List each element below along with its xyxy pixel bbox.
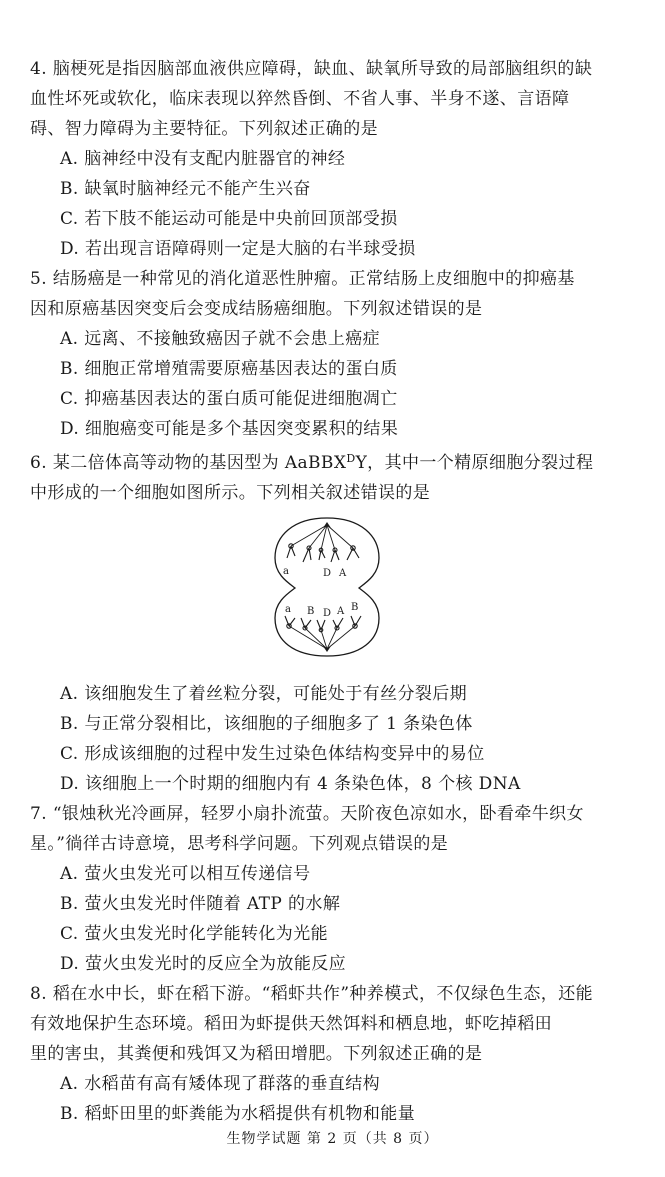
gene-label-bot-B: B <box>307 606 315 617</box>
question-stem-line: 7. “银烛秋光冷画屏，轻罗小扇扑流萤。天阶夜色凉如水，卧看牵牛织女 <box>30 804 584 824</box>
question-stem-line: 里的害虫，其粪便和残饵又为稻田增肥。下列叙述正确的是 <box>30 1044 483 1064</box>
option-b: B. 与正常分裂相比，该细胞的子细胞多了 1 条染色体 <box>60 714 473 734</box>
option-d: D. 细胞癌变可能是多个基因突变累积的结果 <box>60 419 399 439</box>
option-c: C. 萤火虫发光时化学能转化为光能 <box>60 924 329 944</box>
question-6 <box>30 444 630 799</box>
question-8 <box>30 979 630 1129</box>
cell-division-figure <box>30 514 630 679</box>
option-a: A. 萤火虫发光可以相互传递信号 <box>60 864 311 884</box>
gene-label-top-d: D <box>323 568 332 579</box>
question-stem-line: 星。”徜徉古诗意境，思考科学问题。下列观点错误的是 <box>30 834 449 854</box>
gene-label-bot-a: a <box>285 604 292 615</box>
option-c: C. 形成该细胞的过程中发生过染色体结构变异中的易位 <box>60 744 485 764</box>
page-footer: 生物学试题 第 2 页（共 8 页） <box>226 1131 439 1147</box>
question-stem-line <box>30 444 630 478</box>
question-stem-line: 血性坏死或软化，临床表现以猝然昏倒、不省人事、半身不遂、言语障 <box>30 89 570 109</box>
option-b: B. 萤火虫发光时伴随着 ATP 的水解 <box>60 894 341 914</box>
option-a: A. 该细胞发生了着丝粒分裂，可能处于有丝分裂后期 <box>60 684 468 704</box>
gene-label-bot-A: A <box>337 606 345 617</box>
option-a: A. 远离、不接触致癌因子就不会患上癌症 <box>60 329 381 349</box>
gene-label-bot-D: D <box>323 608 332 619</box>
question-4 <box>30 54 630 264</box>
option-c: C. 抑癌基因表达的蛋白质可能促进细胞凋亡 <box>60 389 398 409</box>
option-c: C. 若下肢不能运动可能是中央前回顶部受损 <box>60 209 398 229</box>
question-7 <box>30 799 630 979</box>
option-a: A. 脑神经中没有支配内脏器官的神经 <box>60 149 346 169</box>
question-stem-line: 中形成的一个细胞如图所示。下列相关叙述错误的是 <box>30 483 431 503</box>
spindle-top <box>291 525 353 550</box>
option-d: D. 萤火虫发光时的反应全为放能反应 <box>60 954 347 974</box>
cell-diagram <box>265 516 390 658</box>
option-a: A. 水稻苗有高有矮体现了群落的垂直结构 <box>60 1074 381 1094</box>
option-b: B. 细胞正常增殖需要原癌基因表达的蛋白质 <box>60 359 398 379</box>
centrosome-bottom <box>323 646 331 652</box>
gene-label-bot-B2: B <box>351 602 359 613</box>
question-stem-line: 5. 结肠癌是一种常见的消化道恶性肿瘤。正常结肠上皮细胞中的抑癌基 <box>30 269 575 289</box>
gene-label-top-A: A <box>339 568 347 579</box>
chromosomes-top <box>287 544 359 562</box>
exam-page <box>30 54 630 1129</box>
cell-membrane <box>275 518 379 656</box>
question-stem-line: 碍、智力障碍为主要特征。下列叙述正确的是 <box>30 119 378 139</box>
spindle-bottom <box>289 626 355 649</box>
stem-text: Y，其中一个精原细胞分裂过程 <box>355 453 594 473</box>
option-d: D. 若出现言语障碍则一定是大脑的右半球受损 <box>60 239 416 259</box>
option-b: B. 稻虾田里的虾粪能为水稻提供有机物和能量 <box>60 1104 416 1124</box>
superscript: D <box>346 452 356 465</box>
question-stem-line: 因和原癌基因突变后会变成结肠癌细胞。下列叙述错误的是 <box>30 299 483 319</box>
question-5 <box>30 264 630 444</box>
option-d: D. 该细胞上一个时期的细胞内有 4 条染色体，8 个核 DNA <box>60 774 521 794</box>
question-stem-line: 8. 稻在水中长，虾在稻下游。“稻虾共作”种养模式，不仅绿色生态，还能 <box>30 984 594 1004</box>
stem-text: 6. 某二倍体高等动物的基因型为 AaBBX <box>30 453 347 473</box>
question-stem-line: 4. 脑梗死是指因脑部血液供应障碍，缺血、缺氧所导致的局部脑组织的缺 <box>30 59 593 79</box>
question-stem-line: 有效地保护生态环境。稻田为虾提供天然饵料和栖息地，虾吃掉稻田 <box>30 1014 552 1034</box>
gene-label-top-a: a <box>283 566 290 577</box>
option-b: B. 缺氧时脑神经元不能产生兴奋 <box>60 179 311 199</box>
